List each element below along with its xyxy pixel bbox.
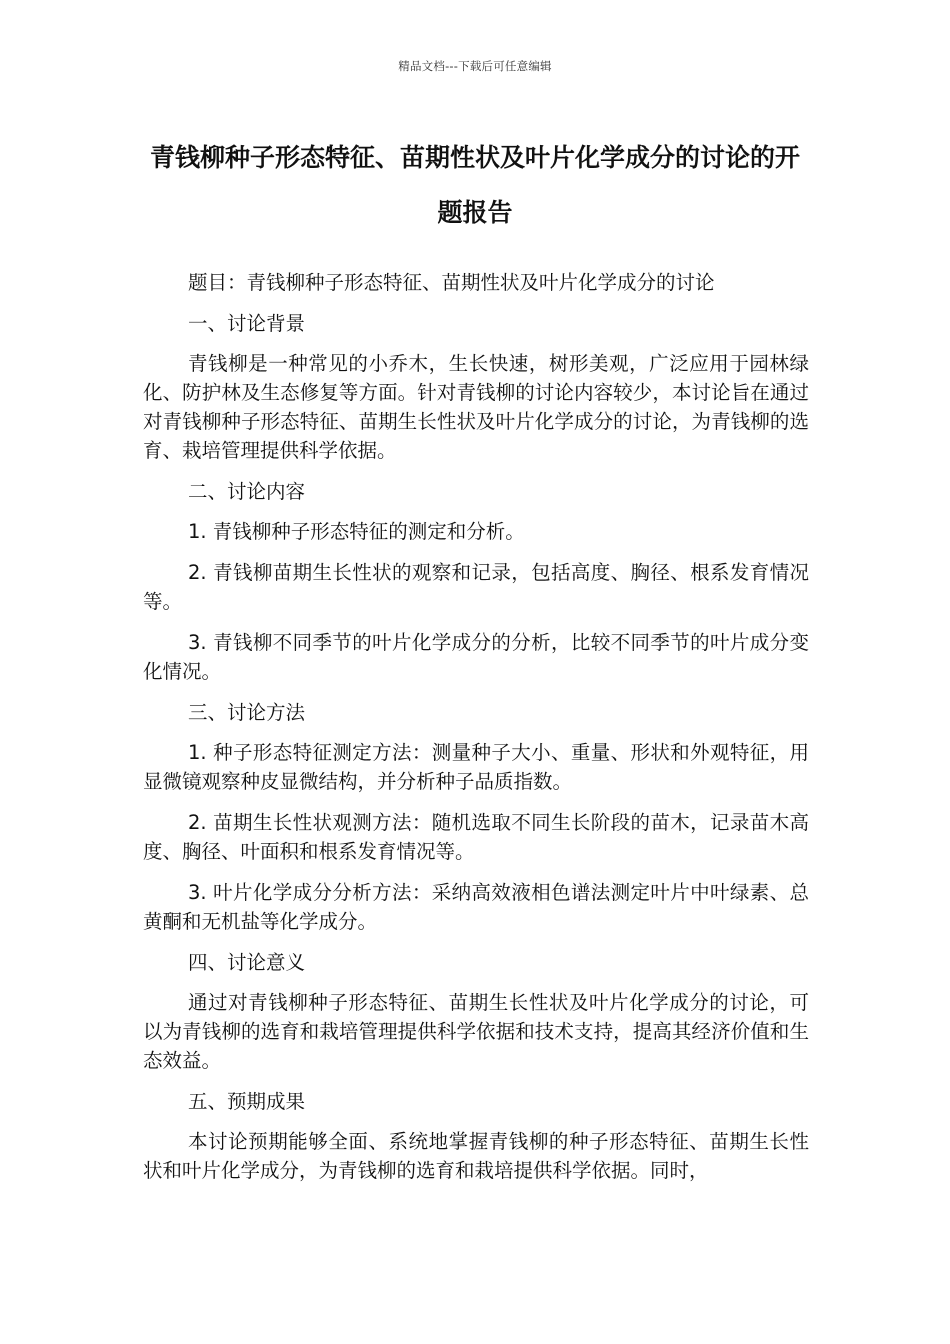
- content-item-1: 1. 青钱柳种子形态特征的测定和分析。: [188, 520, 525, 543]
- method-item-1: 1. 种子形态特征测定方法：测量种子大小、重量、形状和外观特征，用显微镜观察种皮显微结构，并分析种子品质指数。: [143, 741, 809, 793]
- paragraph-results: 本讨论预期能够全面、系统地掌握青钱柳的种子形态特征、苗期生长性状和叶片化学成分，为青钱柳的选育和栽培提供科学依据。同时，: [143, 1130, 809, 1182]
- content-item-3: 3. 青钱柳不同季节的叶片化学成分的分析，比较不同季节的叶片成分变化情况。: [143, 631, 809, 683]
- section-heading-results: 五、预期成果: [188, 1090, 306, 1113]
- page-header-note: 精品文档---下载后可任意编辑: [398, 59, 552, 73]
- section-heading-methods: 三、讨论方法: [188, 701, 306, 724]
- content-item-2: 2. 青钱柳苗期生长性状的观察和记录，包括高度、胸径、根系发育情况等。: [143, 561, 809, 613]
- method-item-3: 3. 叶片化学成分分析方法：采纳高效液相色谱法测定叶片中叶绿素、总黄酮和无机盐等化学成分。: [143, 881, 809, 933]
- section-heading-background: 一、讨论背景: [188, 312, 306, 335]
- paragraph-significance: 通过对青钱柳种子形态特征、苗期生长性状及叶片化学成分的讨论，可以为青钱柳的选育和栽培管理提供科学依据和技术支持，提高其经济价值和生态效益。: [143, 991, 809, 1072]
- document-title: 青钱柳种子形态特征、苗期性状及叶片化学成分的讨论的开题报告: [149, 143, 800, 227]
- topic-line: 题目：青钱柳种子形态特征、苗期性状及叶片化学成分的讨论: [188, 271, 715, 294]
- section-heading-significance: 四、讨论意义: [188, 951, 306, 974]
- method-item-2: 2. 苗期生长性状观测方法：随机选取不同生长阶段的苗木，记录苗木高度、胸径、叶面积和根系发育情况等。: [143, 811, 809, 863]
- paragraph-background: 青钱柳是一种常见的小乔木，生长快速，树形美观，广泛应用于园林绿化、防护林及生态修复等方面。针对青钱柳的讨论内容较少，本讨论旨在通过对青钱柳种子形态特征、苗期生长性状及叶片化学成分的讨论，为青钱柳的选育、栽培管理提供科学依据。: [143, 352, 809, 462]
- section-heading-content: 二、讨论内容: [188, 480, 306, 503]
- document-body: [143, 268, 809, 1197]
